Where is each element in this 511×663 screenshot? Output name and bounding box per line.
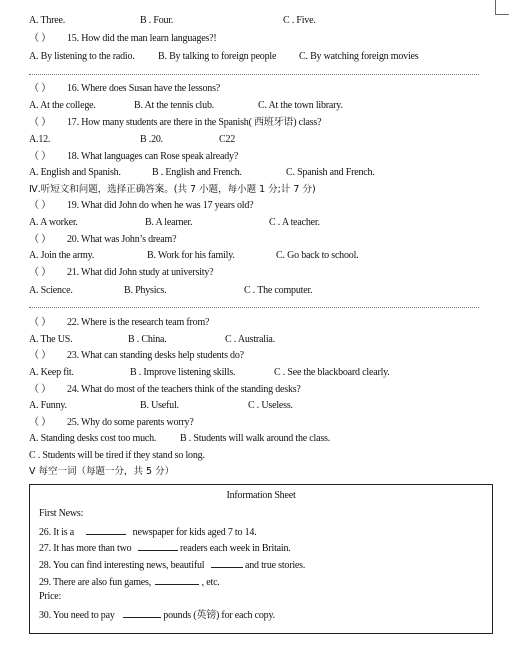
info-sheet-title: Information Sheet	[226, 490, 296, 501]
q19-option-b: B. A learner.	[145, 217, 193, 228]
page-corner-mark	[495, 0, 511, 16]
dotted-divider	[29, 74, 479, 75]
question-text: 25. Why do some parents worry?	[67, 417, 194, 428]
answer-bracket: （ ）	[29, 384, 51, 395]
q23-option-a: A. Keep fit.	[29, 367, 74, 378]
q22-option-c: C . Australia.	[225, 334, 275, 345]
q16-option-b: B. At the tennis club.	[134, 100, 215, 111]
item-28-text-before: 28. You can find interesting news, beautiful	[39, 560, 205, 571]
price-label: Price:	[39, 591, 62, 602]
q25-option-a: A. Standing desks cost too much.	[29, 433, 157, 444]
answer-bracket: （ ）	[29, 151, 51, 162]
item-30-text-before: 30. You need to pay	[39, 610, 115, 621]
q24-option-b: B. Useful.	[140, 400, 179, 411]
q21-option-b: B. Physics.	[124, 285, 167, 296]
question-text: 22. Where is the research team from?	[67, 317, 210, 328]
question-text: 21. What did John study at university?	[67, 267, 214, 278]
information-sheet	[29, 484, 493, 634]
item-27-text-after: readers each week in Britain.	[180, 543, 291, 554]
blank-28[interactable]	[211, 557, 243, 568]
item-30-text-after: pounds (英镑) for each copy.	[163, 610, 275, 621]
q14-option-c: C . Five.	[283, 15, 316, 26]
q14-option-b: B . Four.	[140, 15, 174, 26]
item-27-text-before: 27. It has more than two	[39, 543, 132, 554]
q18-option-b: B . English and French.	[152, 167, 242, 178]
q18-option-a: A. English and Spanish.	[29, 167, 121, 178]
answer-bracket: （ ）	[29, 200, 51, 211]
q21-option-a: A. Science.	[29, 285, 73, 296]
q24-option-a: A. Funny.	[29, 400, 67, 411]
q15-option-b: B. By talking to foreign people	[158, 51, 277, 62]
question-text: 18. What languages can Rose speak already?	[67, 151, 239, 162]
q19-option-c: C . A teacher.	[269, 217, 320, 228]
question-text: 23. What can standing desks help students do?	[67, 350, 244, 361]
answer-bracket: （ ）	[29, 33, 51, 44]
answer-bracket: （ ）	[29, 234, 51, 245]
q16-option-a: A. At the college.	[29, 100, 96, 111]
question-text: 17. How many students are there in the Spanish( 西班牙语) class?	[67, 117, 322, 128]
q24-option-c: C . Useless.	[248, 400, 293, 411]
question-text: 16. Where does Susan have the lessons?	[67, 83, 221, 94]
answer-bracket: （ ）	[29, 417, 51, 428]
question-text: 24. What do most of the teachers think of the standing desks?	[67, 384, 301, 395]
item-28-text-after: and true stories.	[244, 560, 306, 571]
q23-option-c: C . See the blackboard clearly.	[274, 367, 390, 378]
section-4-heading-text: Ⅳ.听短文和问题，选择正确答案。(共 7 小题，每小题 1 分;计 7 分)	[29, 184, 316, 195]
blank-26[interactable]	[86, 524, 126, 535]
question-text: 15. How did the man learn languages?!	[67, 33, 217, 44]
q17-option-a: A.12.	[29, 134, 51, 145]
item-27	[39, 540, 291, 554]
section-5-heading-text: V 每空一词（每题一分，共 5 分）	[29, 466, 175, 477]
question-text: 19. What did John do when he was 17 years old?	[67, 200, 254, 211]
q15-option-a: A. By listening to the radio.	[29, 51, 135, 62]
q19-option-a: A. A worker.	[29, 217, 78, 228]
q16-option-c: C. At the town library.	[258, 100, 343, 111]
item-29-text-before: 29. There are also fun games,	[39, 577, 152, 588]
answer-bracket: （ ）	[29, 267, 51, 278]
question-text: 20. What was John’s dream?	[67, 234, 177, 245]
blank-30[interactable]	[123, 607, 161, 618]
blank-29[interactable]	[155, 574, 199, 585]
dotted-divider	[29, 307, 479, 308]
item-29-text-after: , etc.	[201, 577, 220, 588]
q25-option-b: B . Students will walk around the class.	[180, 433, 331, 444]
answer-bracket: （ ）	[29, 83, 51, 94]
answer-bracket: （ ）	[29, 117, 51, 128]
q22-option-b: B . China.	[128, 334, 167, 345]
blank-27[interactable]	[138, 540, 178, 551]
q14-option-a: A. Three.	[29, 15, 66, 26]
first-news-label: First News:	[39, 508, 84, 519]
q23-option-b: B . Improve listening skills.	[130, 367, 236, 378]
q18-option-c: C. Spanish and French.	[286, 167, 375, 178]
q22-option-a: A. The US.	[29, 334, 73, 345]
q17-option-c: C22	[219, 134, 236, 145]
q20-option-c: C. Go back to school.	[276, 250, 359, 261]
q17-option-b: B .20.	[140, 134, 163, 145]
item-26	[39, 524, 257, 538]
q15-option-c: C. By watching foreign movies	[299, 51, 419, 62]
item-30	[39, 607, 275, 621]
q20-option-a: A. Join the army.	[29, 250, 95, 261]
item-28	[39, 557, 305, 571]
q20-option-b: B. Work for his family.	[147, 250, 235, 261]
item-29	[39, 574, 220, 588]
answer-bracket: （ ）	[29, 350, 51, 361]
q25-option-c: C . Students will be tired if they stand so long.	[29, 450, 205, 461]
q21-option-c: C . The computer.	[244, 285, 313, 296]
item-26-text-before: 26. It is a	[39, 527, 75, 538]
item-26-text-after: newspaper for kids aged 7 to 14.	[132, 527, 257, 538]
answer-bracket: （ ）	[29, 317, 51, 328]
